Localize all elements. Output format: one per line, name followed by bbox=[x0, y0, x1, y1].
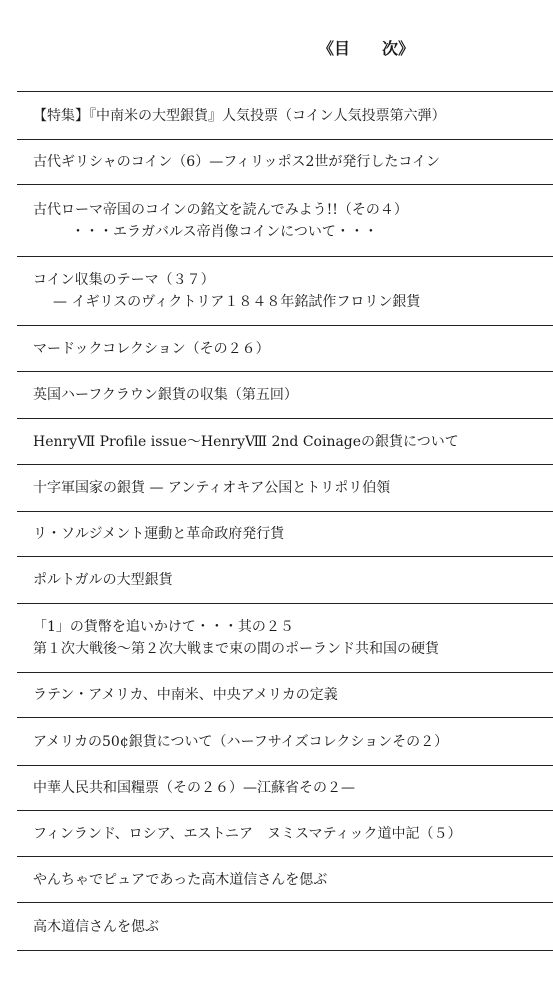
toc-entry bbox=[17, 673, 553, 718]
toc-entry-title: マードックコレクション（その２６） bbox=[33, 340, 270, 357]
toc-entry bbox=[17, 92, 553, 140]
toc-entry bbox=[17, 512, 553, 557]
toc-entry bbox=[17, 465, 553, 512]
toc-entry-title: フィンランド、ロシア、エストニア ヌミスマティック道中記（５） bbox=[33, 825, 462, 842]
toc-entry-title: ポルトガルの大型銀貨 bbox=[33, 572, 173, 588]
toc-entry bbox=[17, 604, 553, 673]
toc-entry bbox=[17, 903, 553, 951]
page-title: 《目 次》 bbox=[318, 39, 415, 58]
toc-entry bbox=[17, 326, 553, 372]
toc-list bbox=[17, 91, 553, 951]
toc-entry-title: やんちゃでピュアであった高木道信さんを偲ぶ bbox=[33, 871, 328, 888]
toc-entry-title: 中華人民共和国糧票（その２６）—江蘇省その２— bbox=[33, 780, 355, 796]
toc-entry-title: コイン収集のテーマ（３７） bbox=[33, 272, 215, 288]
toc-entry-title: ラテン・アメリカ、中南米、中央アメリカの定義 bbox=[33, 687, 338, 703]
toc-entry-title: 高木道信さんを偲ぶ bbox=[33, 918, 159, 935]
toc-entry bbox=[17, 811, 553, 857]
toc-entry-title: アメリカの50¢銀貨について（ハーフサイズコレクションその２） bbox=[33, 733, 449, 750]
toc-entry-title: 古代ギリシャのコイン（6）—フィリッポス2世が発行したコイン bbox=[33, 154, 441, 170]
toc-entry-title: 古代ローマ帝国のコインの銘文を読んでみよう!!（その４） bbox=[33, 201, 408, 218]
toc-entry bbox=[17, 185, 553, 257]
toc-entry bbox=[17, 372, 553, 419]
toc-entry bbox=[17, 557, 553, 604]
toc-entry bbox=[17, 718, 553, 766]
toc-entry-title: 十字軍国家の銀貨 — アンティオキア公国とトリポリ伯領 bbox=[33, 480, 391, 496]
toc-entry bbox=[17, 140, 553, 185]
toc-entry-subtitle: — イギリスのヴィクトリア１８４８年銘試作フロリン銀貨 bbox=[53, 294, 421, 310]
toc-entry-title: リ・ソルジメント運動と革命政府発行貨 bbox=[33, 526, 285, 542]
toc-entry bbox=[17, 766, 553, 811]
toc-entry-subtitle: ・・・エラガバルス帝肖像コインについて・・・ bbox=[71, 223, 378, 240]
toc-entry-title: 【特集】『中南米の大型銀貨』人気投票（コイン人気投票第六弾） bbox=[33, 107, 446, 124]
toc-entry-title: 英国ハーフクラウン銀貨の収集（第五回） bbox=[33, 387, 298, 403]
toc-entry-title: HenryⅦ Profile issue～HenryⅧ 2nd Coinageの銀貨について bbox=[33, 433, 459, 450]
toc-entry bbox=[17, 857, 553, 903]
toc-entry bbox=[17, 419, 553, 465]
toc-entry bbox=[17, 257, 553, 326]
toc-entry-title: 「1」の貨幣を追いかけて・・・其の２５ bbox=[33, 619, 294, 635]
toc-entry-subtitle: 第１次大戦後～第２次大戦まで束の間のポーランド共和国の硬貨 bbox=[33, 641, 439, 657]
